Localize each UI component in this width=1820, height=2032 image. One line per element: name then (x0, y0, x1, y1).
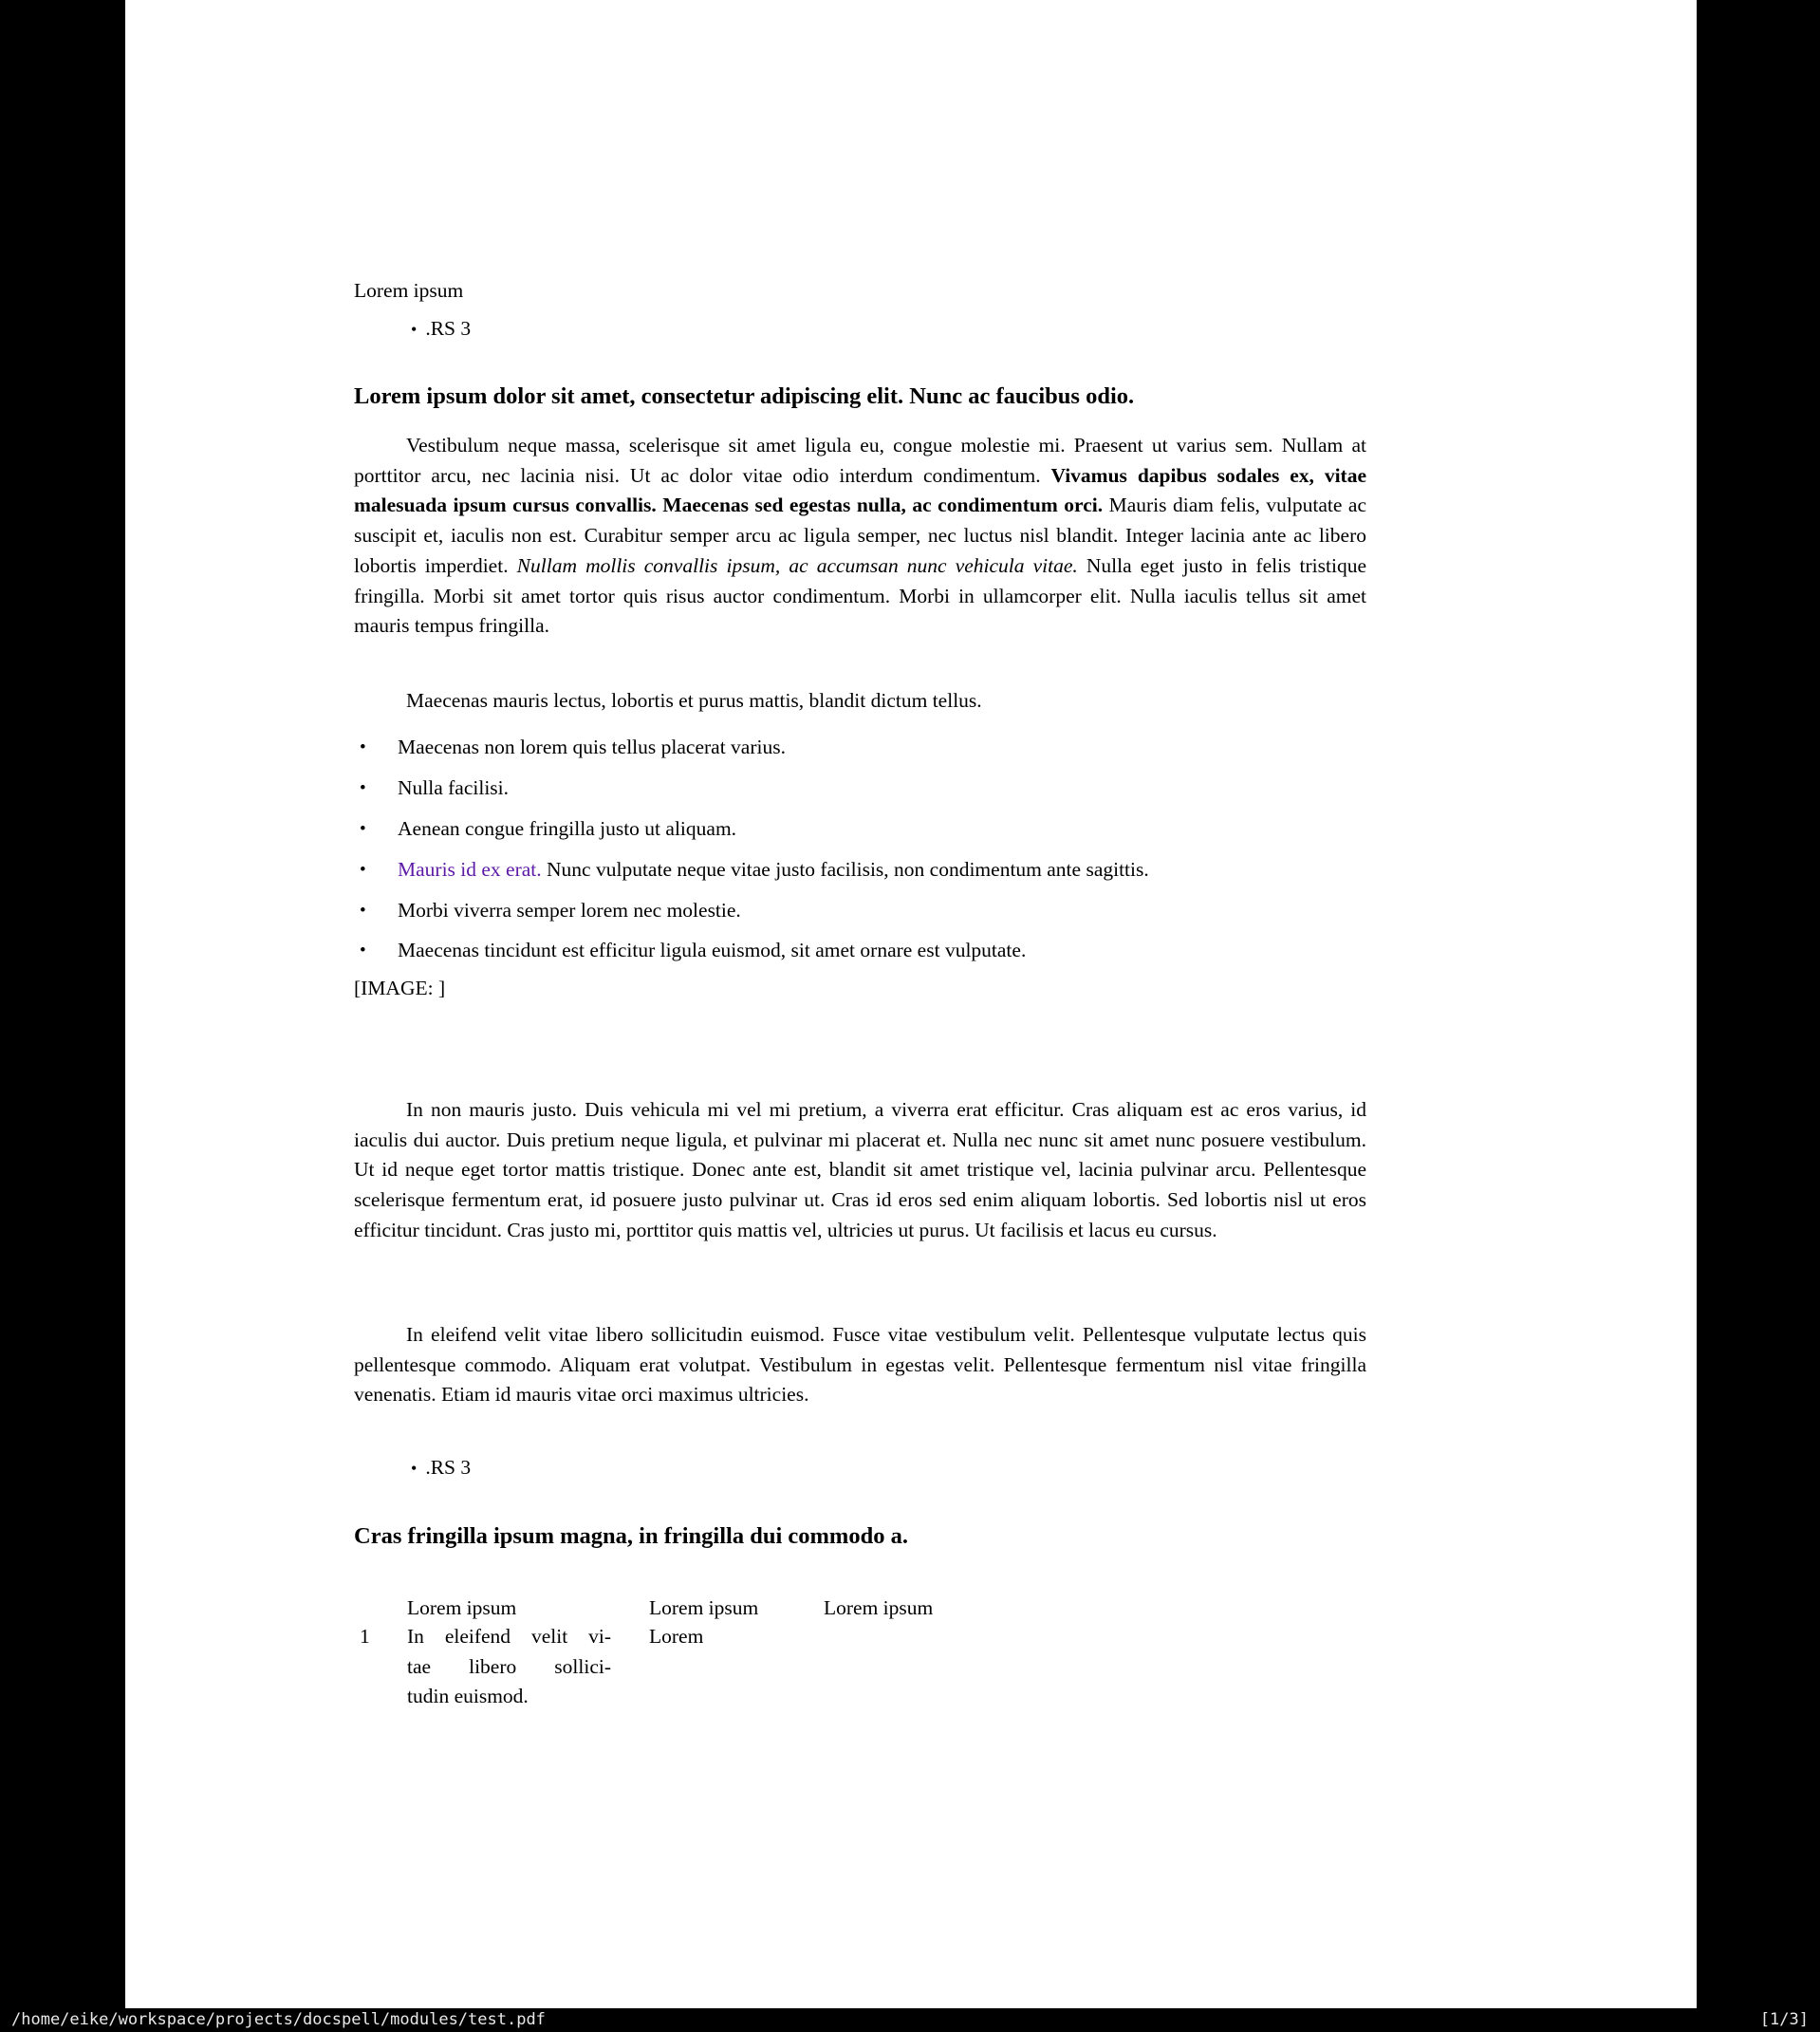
statusbar-page-indicator: [1/3] (1759, 2010, 1809, 2029)
section1-heading: Lorem ipsum dolor sit amet, consectetur adipiscing elit. Nunc ac faucibus odio. (354, 383, 1135, 409)
pdf-hyperlink[interactable]: Mauris id ex erat. (398, 858, 542, 881)
list-item-text (398, 733, 1366, 763)
bullet-text: Maecenas non lorem quis tellus placerat varius. (398, 736, 786, 758)
image-placeholder: [IMAGE: ] (354, 977, 446, 999)
bullet-marker: • (360, 860, 366, 880)
statusbar-file-path: /home/eike/workspace/projects/docspell/modules/test.pdf (11, 2010, 546, 2029)
rs-macro-line-2 (411, 1453, 471, 1484)
rs-bullet-text: .RS 3 (425, 1456, 472, 1479)
bullet-marker: • (360, 819, 366, 839)
bullet-marker: • (411, 1459, 418, 1478)
paragraph1-italic-text: Nullam mollis convallis ipsum, ac accumsan nunc vehicula vitae. (516, 553, 1078, 577)
section1-lead-line: Maecenas mauris lectus, lobortis et purus mattis, blandit dictum tellus. (406, 689, 982, 712)
rs-bullet-text: .RS 3 (425, 317, 472, 340)
paragraph1-text: Mauris diam felis, vulputate ac suscipit et, iaculis non est. Curabitur semper arcu ac ligula semper, nec luctus nisl blandit. Integer lacinia ante ac libero lobortis imperdiet. (354, 494, 1366, 577)
bullet-marker: • (360, 941, 366, 960)
list-item-text (398, 855, 1366, 886)
bullet-text: Aenean congue fringilla justo ut aliquam. (398, 817, 737, 840)
pdf-page (125, 0, 1697, 2008)
bullet-text: Maecenas tincidunt est efficitur ligula euismod, sit amet ornare est vulputate. (398, 939, 1027, 961)
table-header-col1: Lorem ipsum (407, 1596, 517, 1619)
bullet-text: Morbi viverra semper lorem nec molestie. (398, 899, 741, 922)
statusbar (0, 2008, 1820, 2032)
list-item-text (398, 896, 1366, 926)
table-header-col2: Lorem ipsum (649, 1596, 759, 1619)
bullet-marker: • (411, 320, 418, 339)
list-item-text (398, 774, 1366, 804)
bullet-text: Nulla facilisi. (398, 776, 510, 799)
table-cell-col1 (407, 1622, 611, 1712)
table-cell-line: tudin euismod. (407, 1685, 529, 1708)
table-cell-line: tae libero sollici- (407, 1654, 611, 1678)
bullet-marker: • (360, 778, 366, 798)
table-header-col3: Lorem ipsum (824, 1596, 934, 1619)
list-item-text (398, 814, 1366, 845)
paragraph1-text: Vestibulum neque massa, scelerisque sit amet ligula eu, congue molestie mi. Praesent ut varius sem. Nullam at porttitor arcu, nec lacinia nisi. Ut ac dolor vitae odio interdum condimentum. (354, 434, 1366, 487)
bullet-marker: • (360, 737, 366, 757)
section2-heading: Cras fringilla ipsum magna, in fringilla dui commodo a. (354, 1523, 908, 1549)
table-row-number: 1 (360, 1625, 370, 1648)
paragraph1-text: Nulla eget justo in felis tristique fringilla. Morbi sit amet tortor quis risus auctor condimentum. Morbi in ullamcorper elit. Nulla iaculis tellus sit amet mauris tempus fringilla. (354, 553, 1366, 638)
section1-paragraph1 (354, 431, 1366, 642)
paragraph1-bold-text: Vivamus dapibus sodales ex, vitae malesuada ipsum cursus convallis. Maecenas sed egestas nulla, ac condimentum orci. (354, 463, 1367, 517)
list-item-text (398, 936, 1366, 966)
section1-paragraph2: In non mauris justo. Duis vehicula mi vel mi pretium, a viverra erat efficitur. Cras aliquam est ac eros varius, id iaculis dui auctor. Duis pretium neque ligula, et pulvinar mi placerat et. Nulla nec nunc sit amet nunc posuere vestibulum. Ut id neque eget tortor mattis tristique. Donec ante est, blandit sit amet tristique vel, lacinia pulvinar arcu. Pellentesque scelerisque fermentum erat, id posuere justo pulvinar ut. Cras id eros sed enim aliquam lobortis. Sed lobortis nisl ut eros efficitur tincidunt. Cras justo mi, porttitor quis mattis vel, ultricies ut purus. Ut facilisis et lacus eu cursus. (354, 1098, 1366, 1241)
section1-paragraph3: In eleifend velit vitae libero sollicitudin euismod. Fusce vitae vestibulum velit. Pellentesque vulputate lectus quis pellentesque commodo. Aliquam erat volutpat. Vestibulum in egestas velit. Pellentesque fermentum nisl vitae fringilla venenatis. Etiam id mauris vitae orci maximus ultricies. (354, 1323, 1366, 1407)
table-cell-line: In eleifend velit vi- (407, 1625, 611, 1648)
doc-intro-label: Lorem ipsum (354, 279, 464, 302)
bullet-text: Nunc vulputate neque vitae justo facilisis, non condimentum ante sagittis. (541, 858, 1149, 881)
bullet-marker: • (360, 901, 366, 921)
table-cell-col2: Lorem (649, 1625, 704, 1648)
rs-macro-line-1 (411, 314, 471, 345)
